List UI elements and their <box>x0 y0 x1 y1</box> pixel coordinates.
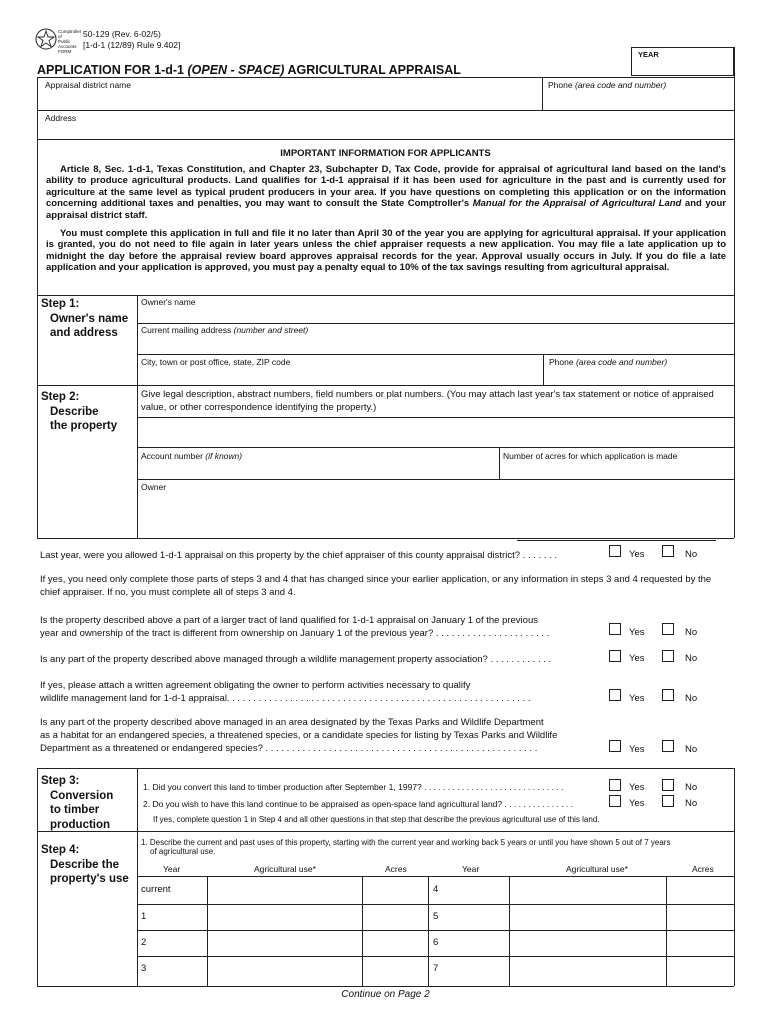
q4-no-label: No <box>685 693 698 704</box>
step3-q2-no-checkbox[interactable] <box>662 795 674 807</box>
step3-q2-no-label: No <box>685 798 698 809</box>
acres-cell-current[interactable] <box>363 877 428 904</box>
owner-phone-field[interactable] <box>544 355 733 385</box>
q5-text: Is any part of the property described above managed in an area designated by the Texas Parks and Wildlife Department as a habitat for an endangered species, a threatened species, or a candidate species for listing by Texas Parks and Wildlife Department as a threatened or endangered species? . . . . . . . . . . . . . . . . . . . . . . . . . . . . . . . . . . . . . . . . . . . . . . . . . . . . <box>40 717 558 754</box>
q4-text: If yes, please attach a written agreement obligating the owner to perform activities necessary to qualify wildlife management land for 1-d-1 appraisal. . . . . . . . . . . . . . . . . . . . . . . . . . . . . . . . . . . . . . . . . . . . . . . . . . . . . . . . . . <box>40 680 531 704</box>
col-use-right: Agricultural use* <box>566 864 628 874</box>
step3-q1-no-label: No <box>685 782 698 793</box>
year-label: YEAR <box>638 50 659 59</box>
q1-text: Last year, were you allowed 1-d-1 appraisal on this property by the chief appraiser of this county appraisal district? . . . . . . . <box>40 550 557 561</box>
q2-no-label: No <box>685 627 698 638</box>
use-cell-current[interactable] <box>208 877 362 904</box>
continue-note: Continue on Page 2 <box>341 989 430 1000</box>
acres-cell-5[interactable] <box>667 905 733 930</box>
q5-no-label: No <box>685 744 698 755</box>
city-state-zip-label: City, town or post office, state, ZIP code <box>141 357 291 367</box>
col-acres-right: Acres <box>692 864 714 874</box>
step3-note: If yes, complete question 1 in Step 4 and all other questions in that step that describe the previous agricultural use of this land. <box>153 815 600 824</box>
step2-heading: Step 2: Describe the property <box>41 391 118 432</box>
account-number-field[interactable] <box>138 448 499 479</box>
district-name-label: Appraisal district name <box>45 80 131 90</box>
form-rule: [1-d-1 (12/89) Rule 9.402] <box>83 40 181 50</box>
district-name-field[interactable] <box>38 78 542 110</box>
district-phone-field[interactable] <box>543 78 733 110</box>
col-year-right: Year <box>462 864 480 874</box>
owner-phone-label: Phone (area code and number) <box>549 357 668 367</box>
acres-cell-4[interactable] <box>667 877 733 904</box>
q5-yes-checkbox[interactable] <box>609 740 621 752</box>
step3-q1-no-checkbox[interactable] <box>662 779 674 791</box>
q1-note: If yes, you need only complete those parts of steps 3 and 4 that has changed since your earlier application, or any information in steps 3 and 4 requested by the chief appraiser. If no, you must complete all of steps 3 and 4. <box>40 574 712 598</box>
property-owner-field[interactable] <box>138 480 733 538</box>
seal-text: Comptroller of Public Accounts FORM <box>58 29 82 54</box>
address-label: Address <box>45 113 77 123</box>
step4-q1-text: 1. Describe the current and past uses of this property, starting with the current year and working back 5 years or until you have shown 5 out of 7 years of agricultural use. <box>141 838 671 856</box>
q4-yes-label: Yes <box>629 693 645 704</box>
use-row-year-current: current <box>141 884 171 895</box>
info-paragraph-1: Article 8, Sec. 1-d-1, Texas Constitution, and Chapter 23, Subchapter D, Tax Code, provide for appraisal of agricultural land based on the land's ability to produce agricultural products. Land qualifies for 1-d-1 appraisal if it has been used for agriculture in the past and is currently used for agriculture at the same level as typical prudent producers in your area. If you have questions on completing this application or on the information concerning additional taxes and penalties, you may want to consult the State Comptroller's Manual for the Appraisal of Agricultural Land and your appraisal district staff. <box>46 164 726 221</box>
q4-yes-checkbox[interactable] <box>609 689 621 701</box>
q4-no-checkbox[interactable] <box>662 689 674 701</box>
legal-description-label: Give legal description, abstract numbers, field numbers or plat numbers. (You may attach last year's tax statement or notice of appraised value, or other correspondence identifying the property.) <box>141 389 714 413</box>
info-paragraph-2: You must complete this application in full and file it no later than April 30 of the year you are applying for agricultural appraisal. If your application is granted, you do not need to file again in later years unless the chief appraiser requests a new application. You may file a late application up to midnight the day before the appraisal review board approves appraisal records for the year. Approval usually occurs in July. If you do file a late application and your application is approved, you must pay a penalty equal to 10% of the tax savings resulting from agricultural appraisal. <box>46 228 726 274</box>
step3-q2-text: 2. Do you wish to have this land continue to be appraised as open-space land agricultural land? . . . . . . . . . . . . . . . <box>143 799 573 809</box>
mailing-address-label: Current mailing address (number and street) <box>141 325 309 335</box>
q2-yes-checkbox[interactable] <box>609 623 621 635</box>
q1-yes-label: Yes <box>629 549 645 560</box>
step1-heading: Step 1: Owner's name and address <box>41 298 129 339</box>
use-row-year-2: 2 <box>141 937 147 948</box>
form-number: 50-129 (Rev. 6-02/5) <box>83 29 161 39</box>
use-cell-5[interactable] <box>510 905 666 930</box>
comptroller-seal-icon <box>35 28 57 50</box>
use-row-year-5: 5 <box>433 911 439 922</box>
mailing-address-field[interactable] <box>138 324 733 354</box>
property-owner-label: Owner <box>141 482 167 492</box>
use-cell-3[interactable] <box>208 957 362 986</box>
col-year-left: Year <box>163 864 181 874</box>
step3-q2-yes-label: Yes <box>629 798 645 809</box>
acres-label: Number of acres for which application is made <box>503 451 678 461</box>
district-address-field[interactable] <box>38 111 733 139</box>
use-cell-1[interactable] <box>208 905 362 930</box>
q1-no-label: No <box>685 549 698 560</box>
acres-cell-6[interactable] <box>667 931 733 956</box>
acres-cell-1[interactable] <box>363 905 428 930</box>
step3-q1-yes-checkbox[interactable] <box>609 779 621 791</box>
q2-no-checkbox[interactable] <box>662 623 674 635</box>
q1-yes-checkbox[interactable] <box>609 545 621 557</box>
step3-q2-yes-checkbox[interactable] <box>609 795 621 807</box>
use-cell-2[interactable] <box>208 931 362 956</box>
legal-description-field[interactable] <box>138 418 733 447</box>
use-row-year-4: 4 <box>433 884 439 895</box>
q3-no-checkbox[interactable] <box>662 650 674 662</box>
step3-q1-yes-label: Yes <box>629 782 645 793</box>
use-row-year-6: 6 <box>433 937 439 948</box>
district-phone-label: Phone (area code and number) <box>548 80 667 90</box>
account-number-label: Account number (if known) <box>141 451 243 461</box>
step4-heading: Step 4: Describe the property's use <box>41 844 129 885</box>
q3-yes-checkbox[interactable] <box>609 650 621 662</box>
q2-text: Is the property described above a part of a larger tract of land qualified for 1-d-1 appraisal on January 1 of the previous year and ownership of the tract is different from ownership on January 1 of the previous year? . . . . . . . . . . . . . . . . . . . . . . <box>40 615 550 639</box>
acres-cell-7[interactable] <box>667 957 733 986</box>
use-row-year-7: 7 <box>433 963 439 974</box>
q3-yes-label: Yes <box>629 653 645 664</box>
use-cell-7[interactable] <box>510 957 666 986</box>
acres-field[interactable] <box>500 448 733 479</box>
owner-name-field[interactable] <box>138 296 733 323</box>
use-row-year-3: 3 <box>141 963 147 974</box>
q5-yes-label: Yes <box>629 744 645 755</box>
q1-no-checkbox[interactable] <box>662 545 674 557</box>
year-field[interactable] <box>631 47 734 76</box>
use-cell-4[interactable] <box>510 877 666 904</box>
acres-cell-2[interactable] <box>363 931 428 956</box>
use-row-year-1: 1 <box>141 911 147 922</box>
col-acres-left: Acres <box>385 864 407 874</box>
q5-no-checkbox[interactable] <box>662 740 674 752</box>
q2-yes-label: Yes <box>629 627 645 638</box>
form-title: APPLICATION FOR 1-d-1 (OPEN - SPACE) AGRICULTURAL APPRAISAL <box>37 63 461 77</box>
step3-q1-text: 1. Did you convert this land to timber production after September 1, 1997? . . . . . . . . . . . . . . . . . . . . . . . . . . . . . . <box>143 782 564 792</box>
q3-text: Is any part of the property described above managed through a wildlife management property association? . . . . . . . . . . . . <box>40 654 552 665</box>
owner-name-label: Owner's name <box>141 297 196 307</box>
acres-cell-3[interactable] <box>363 957 428 986</box>
step3-heading: Step 3: Conversion to timber production <box>41 775 114 831</box>
use-cell-6[interactable] <box>510 931 666 956</box>
col-use-left: Agricultural use* <box>254 864 316 874</box>
q3-no-label: No <box>685 653 698 664</box>
city-state-zip-field[interactable] <box>138 355 543 385</box>
info-heading: IMPORTANT INFORMATION FOR APPLICANTS <box>280 148 491 159</box>
